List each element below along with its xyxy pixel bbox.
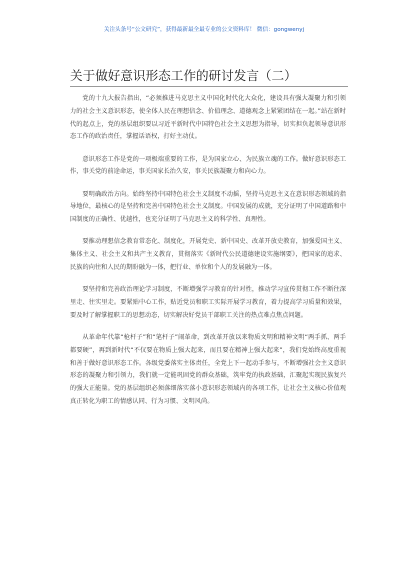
paragraph: 从革命年代靠“枪杆子”和“笔杆子”闹革命，到改革开放以来物质文明和精神文明“两手抓、两手都要硬”，再到新时代“不仅要在物质上强大起来，而且要在精神上强大起来”，我们党始终高度重视和善于做好意识形态工作。各级党委落实主体责任，全党上下一起动手参与，不断增强社会主义意识形态的凝聚力和引领力，我们就一定能巩固党的群众基础，筑牢党的执政基础，汇聚起实现民族复兴的强大正能量。党的基层组织必须落细落实落小意识形态领域内的各项工作，让社会主义核心价值观真正转化为职工的情感认同、行为习惯、文明风尚。 — [70, 333, 346, 405]
title-divider — [70, 86, 348, 87]
promo-banner[interactable]: 关注头条号“公文研究”，获得最新最全最专业的公文资料库！ 微信：gongwenyj — [103, 27, 305, 33]
document-body — [70, 93, 346, 418]
paragraph: 党的十九大报告指出，“必须推进马克思主义中国化时代化大众化，建设具有强大凝聚力和引领力的社会主义意识形态，使全体人民在理想信念、价值理念、道德观念上紧紧团结在一起。”站在新时代的起点上，党的基层组织要以习近平新时代中国特色社会主义思想为指导，切实担负起领导意识形态工作的政治责任，掌握话语权，打好主动仗。 — [70, 95, 346, 141]
paragraph: 要推动理想信念教育常态化、制度化，开展党史、新中国史、改革开放史教育，加强爱国主义、集体主义、社会主义和共产主义教育，贯彻落实《新时代公民道德建设实施纲要》，把国家的追求、民族的向往和人民的期盼融为一体，把行业、单位和个人的发展融为一体。 — [70, 238, 346, 271]
paragraph: 要坚持和完善政治理论学习制度，不断增强学习教育的针对性，推动学习宣传贯彻工作不断往深里走、往实里走。要紧贴中心工作，贴近党员和职工实际开展学习教育，着力提高学习质量和效果，要及时了解掌握职工的思想动态，切实解决好党员干部职工关注的热点难点焦点问题。 — [70, 286, 346, 319]
document-title: 关于做好意识形态工作的研讨发言（二） — [70, 68, 297, 83]
paragraph: 要明确政治方向。始终坚持中国特色社会主义制度不动摇，坚持马克思主义在意识形态领域的指导地位，最核心的是坚持和完善中国特色社会主义制度。中国发展的成就，充分证明了中国道路和中国制度的正确性、优越性，也充分证明了马克思主义的科学性、真理性。 — [70, 190, 346, 224]
paragraph: 意识形态工作是党的一项极端重要的工作，是为国家立心、为民族立魂的工作。做好意识形态工作，事关党的前途命运，事关国家长治久安，事关民族凝聚力和向心力。 — [70, 155, 346, 176]
